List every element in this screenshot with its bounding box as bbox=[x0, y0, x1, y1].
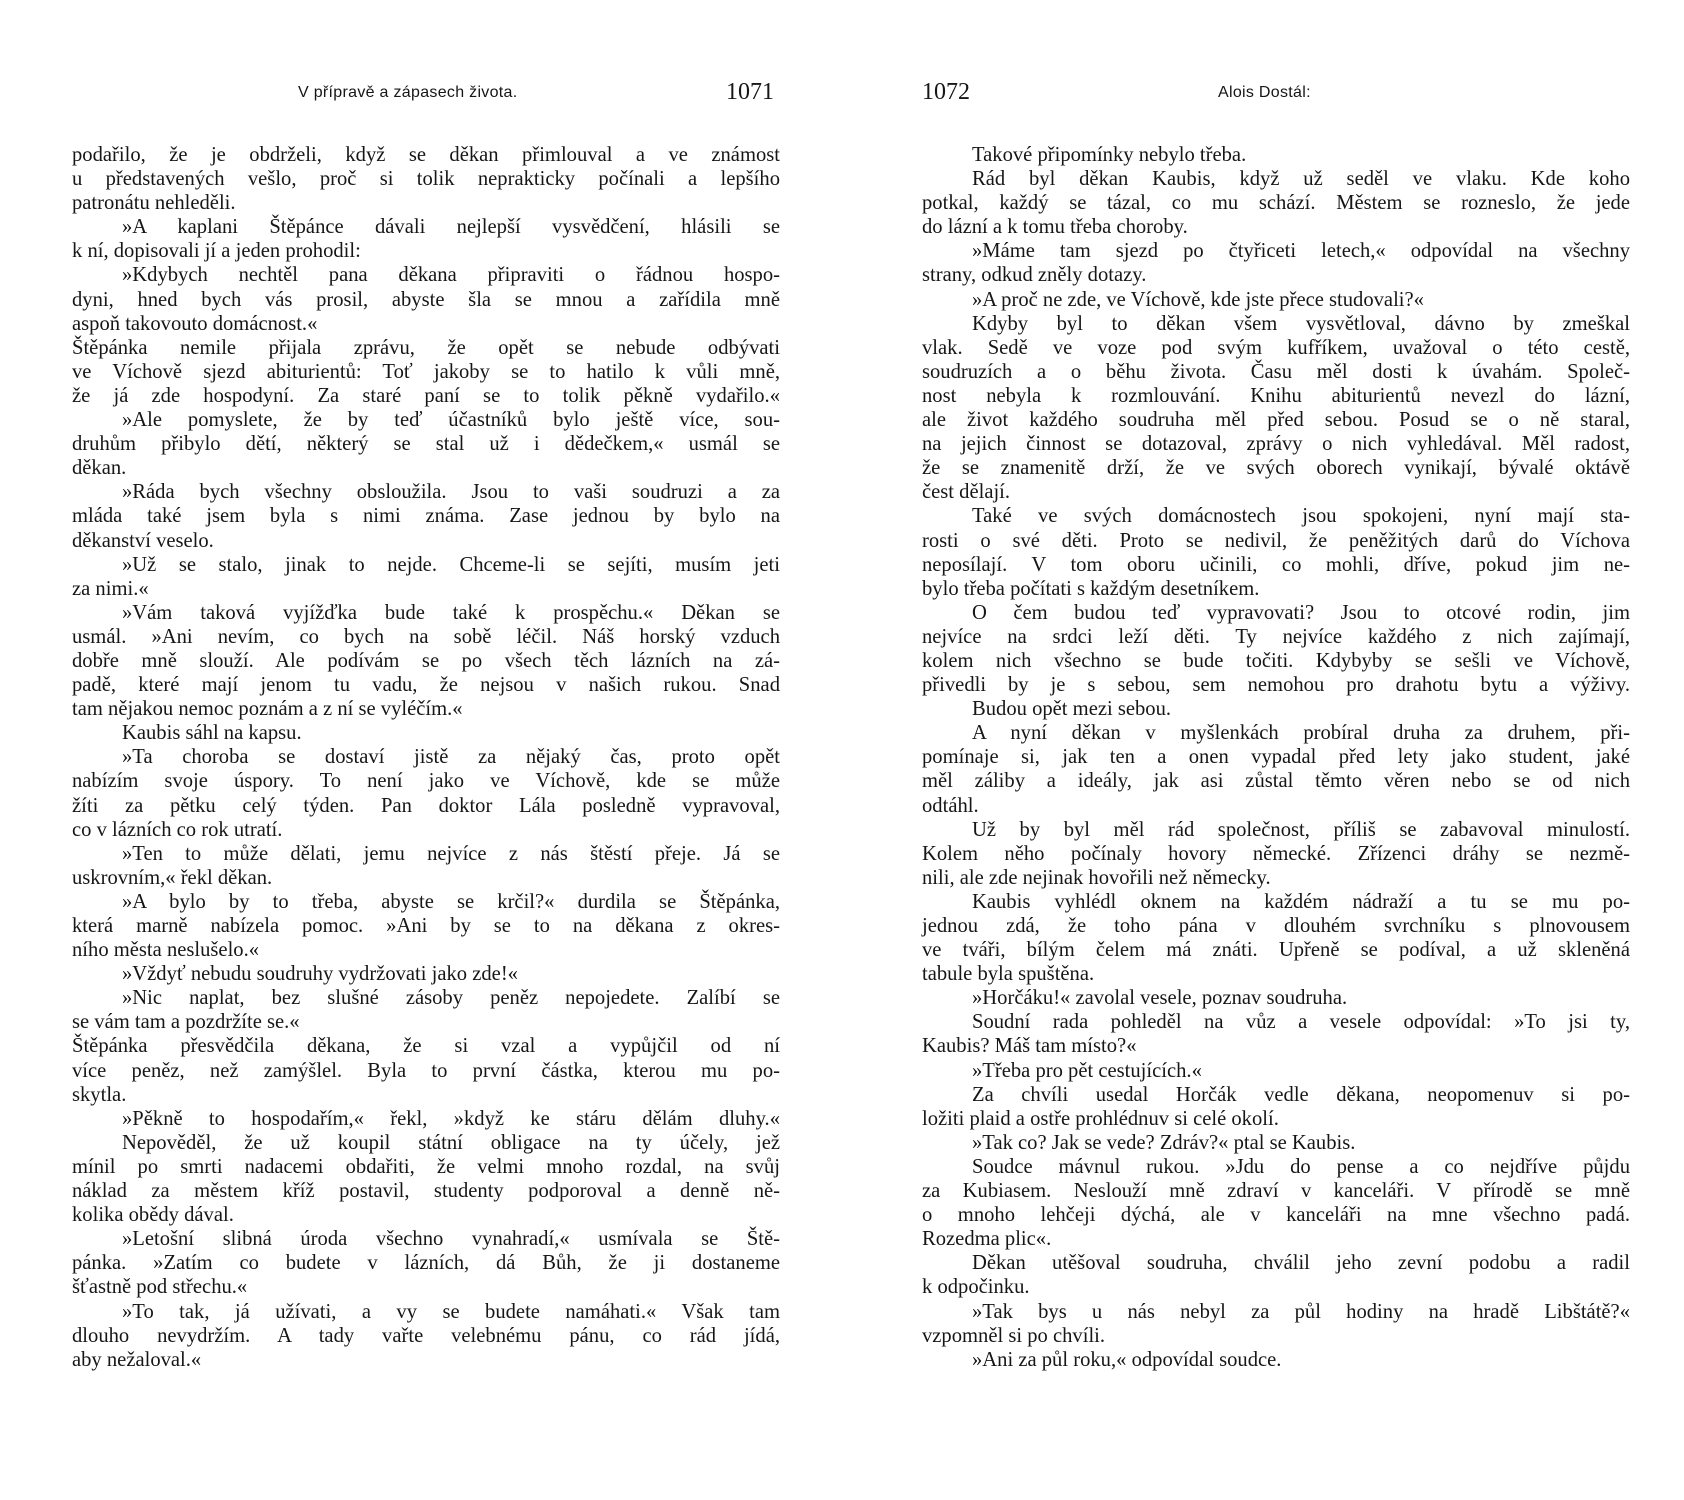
text-line: »Horčáku!« zavolal vesele, poznav soudruha. bbox=[972, 987, 1348, 1010]
text-line: »Ale pomyslete, že by teď účastníků bylo ještě více, sou- bbox=[122, 409, 780, 432]
text-line: »To tak, já užívati, a vy se budete namáhati.« Však tam bbox=[122, 1300, 780, 1323]
text-line: se vám tam a pozdržíte se.« bbox=[72, 1011, 300, 1034]
text-line: ního města neslušelo.« bbox=[72, 939, 260, 962]
text-line: Kaubis? Máš tam místo?« bbox=[922, 1035, 1137, 1058]
text-line: »Vždyť nebudu soudruhy vydržovati jako zde!« bbox=[122, 963, 518, 986]
text-line: potkal, každý se tázal, co mu schází. Městem se rozneslo, že jede bbox=[922, 192, 1630, 215]
text-line: »Ten to může dělati, jemu nejvíce z nás štěstí přeje. Já se bbox=[122, 842, 780, 865]
text-line: skytla. bbox=[72, 1083, 127, 1106]
text-line: na jejich činnost se dotazoval, zprávy o nich vyhledával. Měl radost, bbox=[922, 433, 1630, 456]
text-line: pánka. »Zatím co budete v lázních, dá Bůh, že ji dostaneme bbox=[72, 1252, 780, 1275]
text-line: která marně nabízela pomoc. »Ani by se to na děkana z okres- bbox=[72, 915, 780, 937]
text-line: u představených vešlo, proč si tolik neprakticky počínali a lepšího bbox=[72, 168, 780, 191]
text-line: Za chvíli usedal Horčák vedle děkana, neopomenuv si po- bbox=[972, 1083, 1630, 1106]
text-line: druhům přibylo dětí, některý se stal už i dědečkem,« usmál se bbox=[72, 433, 780, 456]
text-line: »Letošní slibná úroda všechno vynahradí,« usmívala se Ště- bbox=[122, 1228, 780, 1251]
text-line: »Tak bys u nás nebyl za půl hodiny na hradě Libštátě?« bbox=[972, 1300, 1630, 1323]
text-line: »Kdybych nechtěl pana děkana připraviti o řádnou hospo- bbox=[122, 264, 780, 287]
text-line: Takové připomínky nebylo třeba. bbox=[972, 144, 1247, 166]
text-line: pomínaje si, jak ten a onen vypadal před lety jako student, jaké bbox=[922, 746, 1630, 769]
text-line: o mnoho lehčeji dýchá, ale v kanceláři na mne všechno padá. bbox=[922, 1204, 1630, 1227]
text-line: »Vám taková vyjížďka bude také k prospěchu.« Děkan se bbox=[122, 601, 780, 624]
text-line: mláda také jsem byla s nimi známa. Zase jednou by bylo na bbox=[72, 505, 780, 528]
right-running-header: Alois Dostál: bbox=[1218, 84, 1311, 101]
text-line: děkan. bbox=[72, 457, 127, 480]
text-line: k odpočinku. bbox=[922, 1276, 1030, 1299]
text-line: »Už se stalo, jinak to nejde. Chceme-li se sejíti, musím jeti bbox=[122, 553, 780, 576]
text-line: O čem budou teď vypravovati? Jsou to otcové rodin, jim bbox=[972, 601, 1630, 624]
text-line: jednou zdá, že toho pána v dlouhém svrchníku s plnovousem bbox=[922, 915, 1630, 937]
text-line: odtáhl. bbox=[922, 794, 979, 817]
left-page-number: 1071 bbox=[726, 79, 774, 105]
left-running-header: V přípravě a zápasech života. bbox=[298, 84, 518, 101]
text-line: více peněz, než zamýšlel. Byla to první částka, kterou mu po- bbox=[72, 1059, 780, 1082]
text-line: rosti o své děti. Proto se nedivil, že peněžitých darů do Víchova bbox=[922, 529, 1630, 552]
text-line: nost nebyla k rozmlouvání. Knihu abiturientů nevezl do lázní, bbox=[922, 384, 1630, 407]
text-line: »Třeba pro pět cestujících.« bbox=[972, 1059, 1202, 1082]
text-line: Kaubis sáhl na kapsu. bbox=[122, 722, 302, 745]
text-line: Už by byl měl rád společnost, příliš se zabavoval minulostí. bbox=[972, 818, 1630, 841]
text-line: Děkan utěšoval soudruha, chválil jeho zevní podobu a radil bbox=[972, 1252, 1630, 1275]
text-line: Soudce mávnul rukou. »Jdu do pense a co nejdříve půjdu bbox=[972, 1155, 1630, 1178]
text-line: tabule byla spuštěna. bbox=[922, 963, 1095, 986]
text-line: »Ráda bych všechny obsloužila. Jsou to vaši soudruzi a za bbox=[122, 481, 780, 504]
text-line: aby nežaloval.« bbox=[72, 1348, 202, 1371]
text-line: aspoň takovouto domácnost.« bbox=[72, 312, 318, 335]
text-line: strany, odkud zněly dotazy. bbox=[922, 264, 1147, 287]
text-line: nabízím svoje úspory. To není jako ve Víchově, kde se může bbox=[72, 770, 780, 793]
text-line: »Ani za půl roku,« odpovídal soudce. bbox=[972, 1348, 1282, 1371]
text-line: dlouho nevydržím. A tady vařte velebnému pánu, co rád jídá, bbox=[72, 1324, 780, 1347]
text-line: že se znamenitě drží, že ve svých oborech vynikají, bývalé oktávě bbox=[922, 457, 1630, 480]
text-line: že já zde hospodyní. Za staré paní se to tolik pěkně vydařilo.« bbox=[72, 384, 780, 407]
text-line: vlak. Sedě ve voze pod svým kufříkem, uvažoval o této cestě, bbox=[922, 336, 1630, 359]
text-line: dyni, hned bych vás prosil, abyste šla se mnou a zařídila mně bbox=[72, 288, 780, 311]
text-line: Kdyby byl to děkan všem vysvětloval, dávno by zmeškal bbox=[972, 312, 1630, 335]
text-line: náklad za městem kříž postavil, studenty podporoval a denně ně- bbox=[72, 1180, 780, 1203]
text-line: do lázní a k tomu třeba choroby. bbox=[922, 216, 1188, 239]
text-line: ale život každého soudruha měl před sebou. Posud se o ně staral, bbox=[922, 409, 1630, 432]
left-page-body bbox=[72, 143, 780, 1372]
text-line: »Ta choroba se dostaví jistě za nějaký čas, proto opět bbox=[122, 746, 780, 769]
right-page-body bbox=[922, 143, 1630, 1372]
text-line: Kaubis vyhlédl oknem na každém nádraží a tu se mu po- bbox=[972, 890, 1630, 913]
text-line: ložiti plaid a ostře prohlédnuv si celé okolí. bbox=[922, 1107, 1279, 1130]
text-line: bylo třeba počítati s každým desetníkem. bbox=[922, 577, 1260, 600]
text-line: k ní, dopisovali jí a jeden prohodil: bbox=[72, 240, 361, 263]
text-line: co v lázních co rok utratí. bbox=[72, 818, 283, 841]
text-line: ve Víchově sjezd abiturientů: Toť jakoby se to hatilo k vůli mně, bbox=[72, 360, 780, 383]
text-line: dobře mně slouží. Ale podívám se po všech těch lázních na zá- bbox=[72, 649, 780, 672]
text-line: kolika obědy dával. bbox=[72, 1204, 234, 1227]
text-line: Kolem něho počínaly hovory německé. Zřízenci dráhy se nezmě- bbox=[922, 842, 1630, 865]
text-line: čest dělají. bbox=[922, 481, 1011, 504]
text-line: za Kubiasem. Neslouží mně zdraví v kanceláři. V přírodě se mně bbox=[922, 1180, 1630, 1203]
text-line: žíti za pětku celý týden. Pan doktor Lála posledně vypravoval, bbox=[72, 794, 780, 817]
text-line: nejvíce na srdci leží děti. Ty nejvíce každého z nich zajímají, bbox=[922, 625, 1630, 648]
text-line: »Nic naplat, bez slušné zásoby peněz nepojedete. Zalíbí se bbox=[122, 987, 780, 1010]
text-line: Nepověděl, že už koupil státní obligace na ty účely, jež bbox=[122, 1131, 780, 1154]
text-line: přivedli by je s sebou, sem nemohou pro drahotu bytu a výživy. bbox=[922, 674, 1630, 697]
text-line: uskrovním,« řekl děkan. bbox=[72, 866, 273, 889]
text-line: podařilo, že je obdrželi, když se děkan přimlouval a ve známost bbox=[72, 144, 780, 166]
text-line: měl záliby a ideály, jak asi zůstal těmto věren nebo se od nich bbox=[922, 770, 1630, 793]
text-line: za nimi.« bbox=[72, 577, 149, 600]
text-line: ve tváři, bílým čelem má znáti. Upřeně se podíval, a už skleněná bbox=[922, 939, 1630, 962]
text-line: A nyní děkan v myšlenkách probíral druha za druhem, při- bbox=[972, 722, 1630, 745]
text-line: Rozedma plic«. bbox=[922, 1228, 1052, 1251]
text-line: soudruzích a o běhu života. Času měl dosti k úvahám. Společ- bbox=[922, 360, 1630, 383]
text-line: neposílají. V tom oboru učinili, co mohli, dříve, pokud jim ne- bbox=[922, 553, 1630, 576]
text-line: mínil po smrti nadacemi obdařiti, že velmi mnoho rozdal, na svůj bbox=[72, 1155, 780, 1178]
text-line: patronátu nehleděli. bbox=[72, 192, 236, 215]
text-line: Budou opět mezi sebou. bbox=[972, 698, 1172, 721]
text-line: Štěpánka nemile přijala zprávu, že opět se nebude odbývati bbox=[72, 336, 780, 359]
text-line: Štěpánka přesvědčila děkana, že si vzal a vypůjčil od ní bbox=[72, 1035, 780, 1058]
text-line: »A bylo by to třeba, abyste se krčil?« durdila se Štěpánka, bbox=[122, 890, 780, 913]
text-line: »Máme tam sjezd po čtyřiceti letech,« odpovídal na všechny bbox=[972, 240, 1630, 263]
text-line: »A proč ne zde, ve Víchově, kde jste přece studovali?« bbox=[972, 288, 1424, 311]
text-line: Rád byl děkan Kaubis, když už seděl ve vlaku. Kde koho bbox=[972, 168, 1630, 191]
text-line: »A kaplani Štěpánce dávali nejlepší vysvědčení, hlásili se bbox=[122, 216, 780, 239]
text-line: vzpomněl si po chvíli. bbox=[922, 1324, 1106, 1347]
text-line: Soudní rada pohleděl na vůz a vesele odpovídal: »To jsi ty, bbox=[972, 1011, 1630, 1034]
text-line: »Tak co? Jak se vede? Zdráv?« ptal se Kaubis. bbox=[972, 1131, 1356, 1154]
text-line: »Pěkně to hospodařím,« řekl, »když ke stáru dělám dluhy.« bbox=[122, 1107, 780, 1130]
text-line: kolem nich všechno se bude točiti. Kdybyby se sešli ve Víchově, bbox=[922, 649, 1630, 672]
text-line: nili, ale zde nejinak hovořili než německy. bbox=[922, 866, 1271, 889]
text-line: Také ve svých domácnostech jsou spokojeni, nyní mají sta- bbox=[972, 505, 1630, 528]
text-line: usmál. »Ani nevím, co bych na sobě léčil. Náš horský vzduch bbox=[72, 625, 780, 648]
right-page bbox=[842, 0, 1684, 1500]
right-page-number: 1072 bbox=[922, 79, 970, 105]
text-line: šťastně pod střechu.« bbox=[72, 1276, 248, 1299]
text-line: padě, které mají jenom tu vadu, že nejsou v našich rukou. Snad bbox=[72, 674, 780, 697]
text-line: děkanství veselo. bbox=[72, 529, 214, 552]
text-line: tam nějakou nemoc poznám a z ní se vyléčím.« bbox=[72, 698, 463, 721]
